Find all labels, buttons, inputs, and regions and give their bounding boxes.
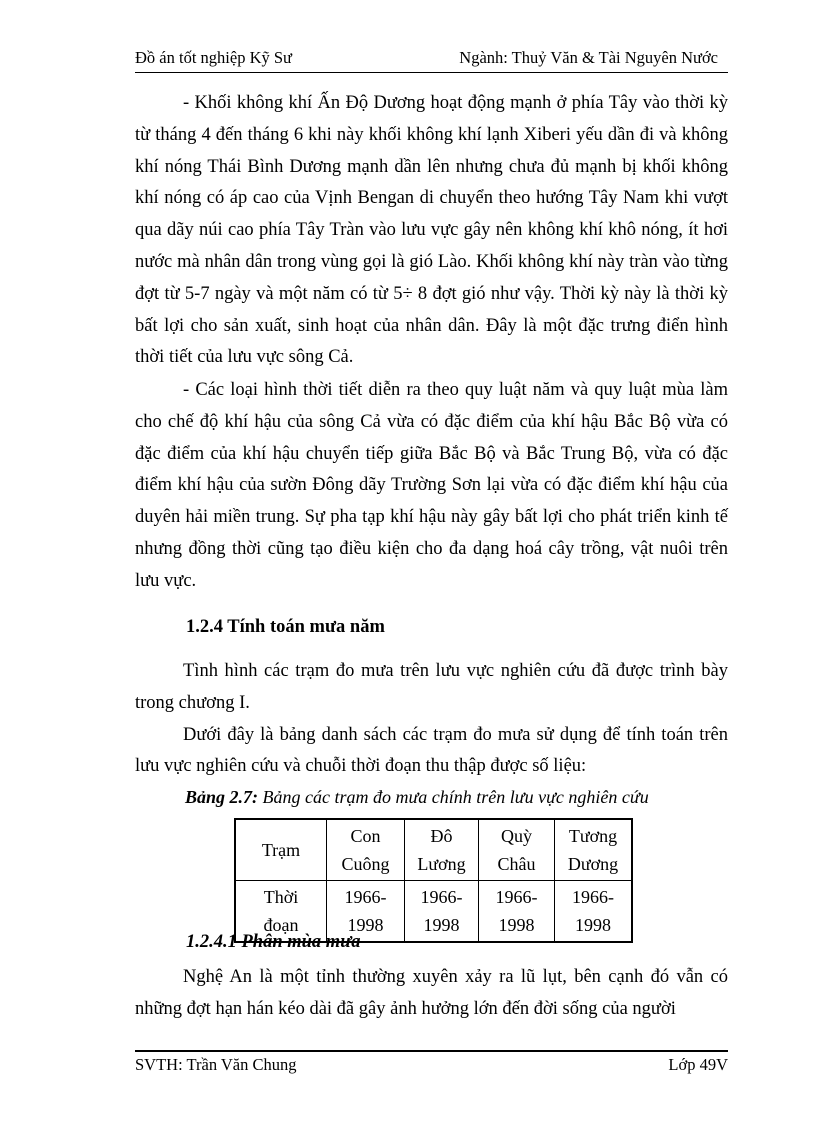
subsection-heading: 1.2.4.1 Phân mùa mưa xyxy=(186,932,361,952)
table-cell-text: Đô xyxy=(430,826,453,846)
footer-rule xyxy=(135,1050,728,1052)
paragraph-rain-season xyxy=(135,962,728,1026)
footer-author: SVTH: Trần Văn Chung xyxy=(135,1055,297,1074)
paragraph-weather-types xyxy=(135,375,728,598)
table-cell xyxy=(479,881,555,943)
table-cell-text: 1966- xyxy=(572,887,614,907)
footer-class: Lớp 49V xyxy=(668,1055,728,1074)
table-cell-text: Tương xyxy=(568,826,618,846)
table-cell-text: 1966- xyxy=(420,887,463,907)
table-header-cell xyxy=(327,819,405,881)
table-caption-label: Bảng 2.7: xyxy=(185,787,259,807)
table-cell-text: 1998 xyxy=(575,915,611,935)
section-heading: 1.2.4 Tính toán mưa năm xyxy=(186,617,385,637)
paragraph-text: Tình hình các trạm đo mưa trên lưu vực nghiên cứu đã được trình bày trong chương I. xyxy=(135,661,728,713)
table-cell-text: Cuông xyxy=(341,854,390,874)
table-cell-text: 1998 xyxy=(423,915,460,935)
table-cell-text: Con xyxy=(350,826,381,846)
paragraph-text: Nghệ An là một tỉnh thường xuyên xảy ra lũ lụt, bên cạnh đó vẫn có những đợt hạn hán kéo dài đã gây ảnh hưởng lớn đến đời sống của người xyxy=(135,967,728,1019)
page-header xyxy=(135,48,728,70)
table-cell-text: 1966- xyxy=(344,887,387,907)
table-header-cell xyxy=(235,819,327,881)
header-right-title: Ngành: Thuỷ Văn & Tài Nguyên Nước xyxy=(459,48,718,67)
table-caption-text: Bảng các trạm đo mưa chính trên lưu vực nghiên cứu xyxy=(258,787,649,807)
header-rule xyxy=(135,72,728,73)
table-caption xyxy=(185,787,649,808)
table-header-cell xyxy=(405,819,479,881)
paragraph-text: Dưới đây là bảng danh sách các trạm đo mưa sử dụng để tính toán trên lưu vực nghiên cứu và chuỗi thời đoạn thu thập được số liệu: xyxy=(135,724,728,777)
table-cell-text: Quỳ xyxy=(501,826,532,846)
table-cell-text: 1998 xyxy=(347,915,384,935)
table-cell-text: Thời xyxy=(263,887,299,907)
paragraph-stations-intro xyxy=(135,656,728,783)
table-cell-text: 1998 xyxy=(498,915,535,935)
table-cell-text: Lương xyxy=(417,854,466,874)
paragraph-text: - Các loại hình thời tiết diễn ra theo quy luật năm và quy luật mùa làm cho chế độ khí hậu của sông Cả vừa có đặc điểm của khí hậu Bắc Bộ vừa có đặc điểm của khí hậu chuyển tiếp giữa Bắc Bộ và Bắc Trung Bộ, vừa có đặc điểm khí hậu của sườn Đông dãy Trường Sơn lại vừa có đặc điểm khí hậu của duyên hải miền trung. Sự pha tạp khí hậu này gây bất lợi cho phát triển kinh tế nhưng đồng thời cũng tạo điều kiện cho đa dạng hoá cây trồng, vật nuôi trên lưu vực. xyxy=(135,380,728,591)
paragraph-text: - Khối không khí Ấn Độ Dương hoạt động mạnh ở phía Tây vào thời kỳ từ tháng 4 đến tháng 6 khi này khối không khí lạnh Xiberi yếu dần đi và không khí nóng Thái Bình Dương mạnh dần lên nhưng chưa đủ mạnh bị khối không khí nóng có áp cao của Vịnh Bengan di chuyển theo hướng Tây Nam khi vượt qua dãy núi cao phía Tây Tràn vào lưu vực gây nên không khí khô nóng, ít hơi nước mà nhân dân trong vùng gọi là gió Lào. Khối không khí này tràn vào từng đợt từ 5-7 ngày và một năm có từ 5÷ 8 đợt gió như vậy. Thời kỳ này là thời kỳ bất lợi cho sản xuất, sinh hoạt của nhân dân. Đây là một đặc trưng điển hình thời tiết của lưu vực sông Cả. xyxy=(135,93,728,368)
table-cell-text: 1966- xyxy=(495,887,538,907)
table-cell-text: Châu xyxy=(497,854,536,874)
table-cell xyxy=(405,881,479,943)
table-row xyxy=(235,819,632,881)
table-cell-text: Dương xyxy=(567,854,619,874)
table-cell-text: đoạn xyxy=(263,915,299,935)
header-left-title: Đồ án tốt nghiệp Kỹ Sư xyxy=(135,48,292,67)
table-cell-text: Trạm xyxy=(261,840,301,860)
table-cell xyxy=(555,881,633,943)
page-footer xyxy=(135,1055,728,1077)
table-header-cell xyxy=(555,819,633,881)
table-header-cell xyxy=(479,819,555,881)
paragraph-air-mass xyxy=(135,88,728,374)
stations-table xyxy=(234,818,633,943)
